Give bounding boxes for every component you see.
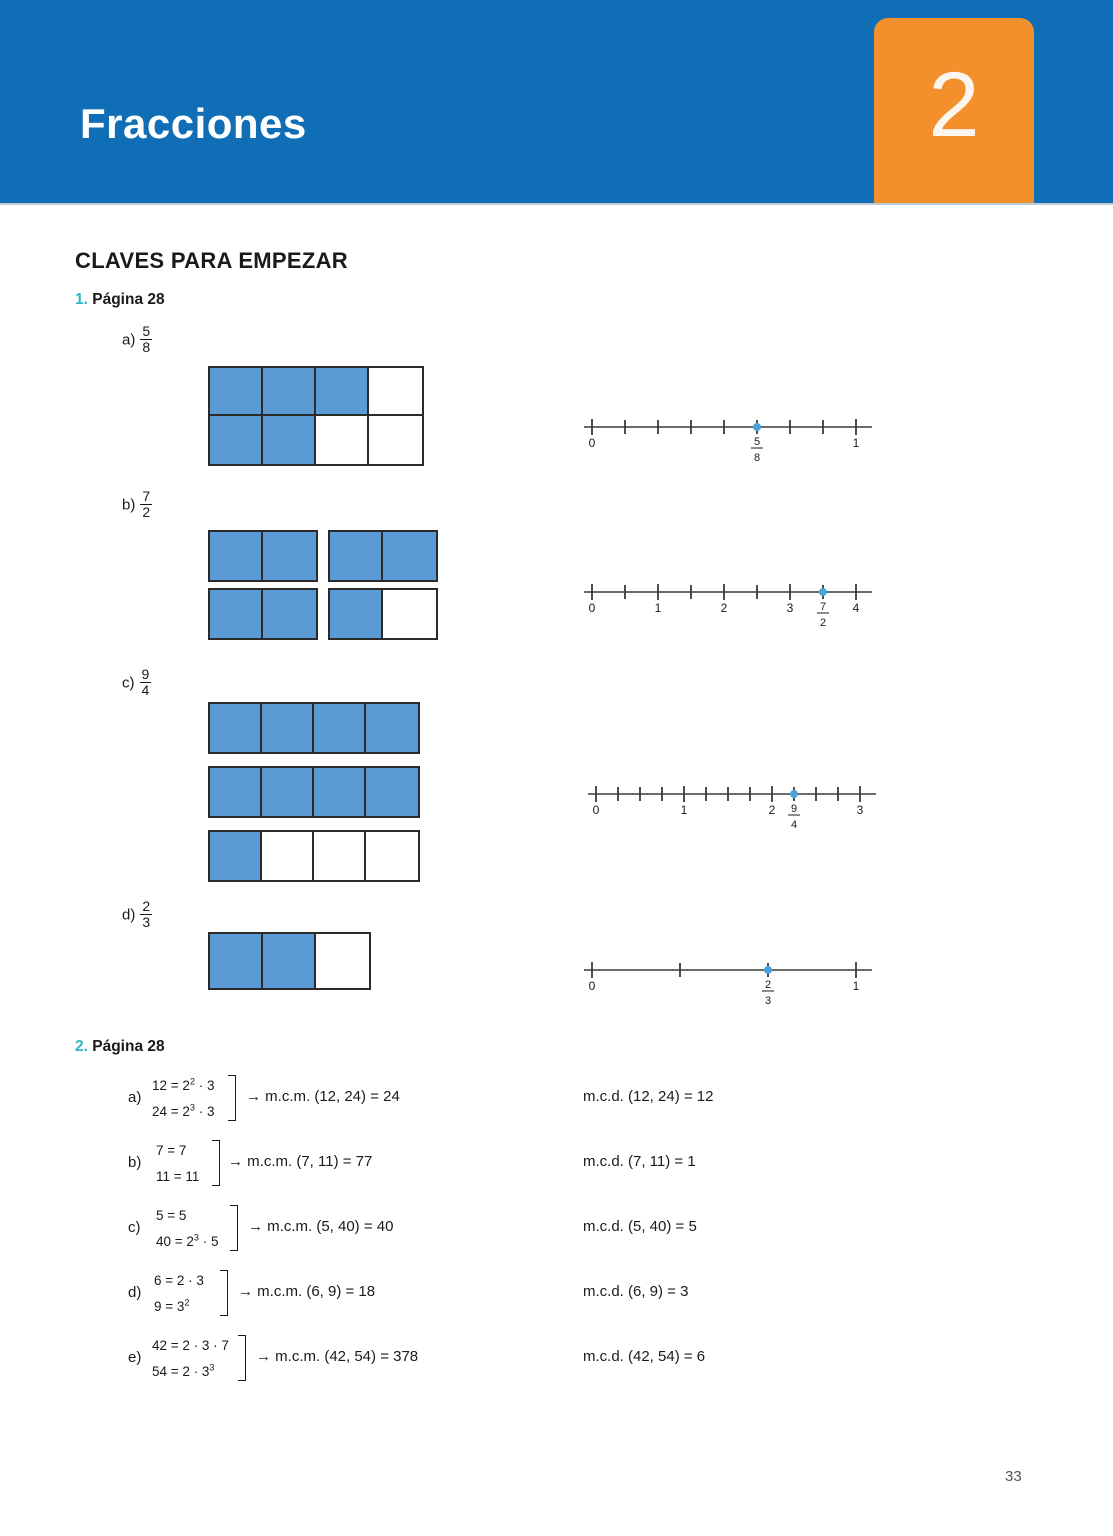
number-line-a	[578, 405, 878, 467]
grid-cell	[314, 768, 366, 816]
grid-cell	[316, 934, 369, 988]
item-letter: d)	[128, 1284, 142, 1301]
fraction-grid-c-row-3	[208, 830, 420, 882]
grid-cell	[210, 416, 263, 464]
unit-block	[208, 530, 318, 582]
exercise-2-item-d	[128, 1268, 978, 1318]
grid-cell	[369, 368, 422, 416]
item-a-fraction: $\frac{5}{8}$	[142, 323, 151, 356]
block-gap	[318, 530, 328, 582]
factorization-line: 5 = 5	[156, 1208, 187, 1223]
item-b-label	[122, 490, 152, 521]
svg-text:1: 1	[852, 979, 860, 993]
fraction-grid-d-row-1	[208, 932, 371, 990]
grid-cell	[210, 368, 263, 416]
brace-bracket	[238, 1335, 246, 1381]
item-letter: a)	[128, 1089, 142, 1106]
item-letter: e)	[128, 1349, 142, 1366]
svg-text:4: 4	[790, 819, 798, 831]
svg-text:9: 9	[790, 803, 798, 815]
block-gap	[318, 588, 328, 640]
svg-text:0: 0	[588, 436, 596, 450]
exercise-2-item-c	[128, 1203, 978, 1253]
grid-cell	[316, 368, 369, 416]
unit-tab	[874, 18, 1034, 203]
grid-cell	[314, 832, 366, 880]
svg-text:4: 4	[852, 601, 860, 615]
exercise-1-heading	[75, 291, 165, 309]
factorization-block	[152, 1333, 229, 1384]
item-a-letter: a)	[122, 331, 136, 349]
exercise-2-label: Página 28	[92, 1038, 165, 1055]
grid-cell	[330, 590, 383, 638]
exercise-2-item-a	[128, 1073, 978, 1123]
item-letter: b)	[128, 1154, 142, 1171]
mcm-result: → m.c.m. (5, 40) = 40	[248, 1218, 394, 1235]
grid-cell	[263, 532, 316, 580]
grid-cell	[263, 590, 316, 638]
svg-text:8: 8	[753, 452, 761, 464]
number-line-d	[578, 948, 878, 1010]
mcm-result: → m.c.m. (6, 9) = 18	[238, 1283, 376, 1300]
exercise-2-item-e	[128, 1333, 978, 1383]
unit-block	[328, 530, 438, 582]
grid-cell	[210, 590, 263, 638]
brace-bracket	[228, 1075, 236, 1121]
mcd-result: m.c.d. (5, 40) = 5	[583, 1218, 697, 1235]
svg-text:7: 7	[819, 601, 827, 613]
svg-text:1: 1	[680, 803, 688, 817]
unit-block	[328, 588, 438, 640]
mcm-result: → m.c.m. (12, 24) = 24	[246, 1088, 400, 1105]
unit-block	[208, 588, 318, 640]
svg-text:3: 3	[786, 601, 794, 615]
svg-text:5: 5	[753, 436, 761, 448]
grid-cell	[262, 768, 314, 816]
grid-cell	[262, 832, 314, 880]
page-number: 33	[1005, 1468, 1022, 1485]
svg-text:2: 2	[819, 617, 827, 629]
grid-cell	[383, 590, 436, 638]
brace-bracket	[212, 1140, 220, 1186]
brace-bracket	[220, 1270, 228, 1316]
grid-cell	[210, 832, 262, 880]
factorization-line: $9 = 3^2$	[154, 1297, 190, 1314]
grid-cell	[210, 532, 263, 580]
exercise-2-number: 2.	[75, 1038, 88, 1055]
factorization-line: $12 = 2^2 \cdot 3$	[152, 1076, 215, 1093]
grid-cell	[366, 704, 418, 752]
factorization-line: $54 = 2 \cdot 3^3$	[152, 1362, 215, 1379]
factorization-line: $24 = 2^3 \cdot 3$	[152, 1102, 215, 1119]
fraction-grid-b-row-2	[208, 588, 438, 640]
grid-cell	[330, 532, 383, 580]
grid-cell	[263, 416, 316, 464]
svg-text:0: 0	[588, 979, 596, 993]
svg-text:0: 0	[588, 601, 596, 615]
factorization-line: $40 = 2^3 \cdot 5$	[156, 1232, 219, 1249]
grid-cell	[263, 934, 316, 988]
factorization-block	[156, 1203, 219, 1254]
factorization-line: 7 = 7	[156, 1143, 187, 1158]
item-a-label	[122, 325, 152, 356]
factorization-block	[154, 1268, 204, 1319]
factorization-line: 6 = 2 · 3	[154, 1273, 204, 1288]
exercise-1-number: 1.	[75, 291, 88, 308]
svg-text:1: 1	[654, 601, 662, 615]
factorization-line: 11 = 11	[156, 1168, 200, 1184]
svg-text:2: 2	[720, 601, 728, 615]
unit-number: 2	[928, 53, 980, 156]
item-b-fraction: $\frac{7}{2}$	[142, 488, 151, 521]
mcd-result: m.c.d. (6, 9) = 3	[583, 1283, 689, 1300]
grid-cell	[369, 416, 422, 464]
section-heading: CLAVES PARA EMPEZAR	[75, 248, 348, 273]
item-d-letter: d)	[122, 906, 136, 924]
svg-text:3: 3	[856, 803, 864, 817]
item-c-fraction: $\frac{9}{4}$	[141, 666, 150, 699]
header-divider	[0, 203, 1113, 205]
exercise-2-item-b	[128, 1138, 978, 1188]
number-line-b	[578, 570, 878, 632]
grid-cell	[210, 768, 262, 816]
number-line-c	[582, 772, 882, 834]
mcd-result: m.c.d. (7, 11) = 1	[583, 1153, 696, 1170]
fraction-grid-a-row-2	[208, 414, 424, 466]
grid-cell	[263, 368, 316, 416]
fraction-grid-a-row-1	[208, 366, 424, 418]
exercise-2-heading	[75, 1038, 165, 1056]
mcd-result: m.c.d. (12, 24) = 12	[583, 1088, 714, 1105]
grid-cell	[316, 416, 369, 464]
grid-cell	[366, 768, 418, 816]
fraction-grid-b-row-1	[208, 530, 438, 582]
exercise-1-label: Página 28	[92, 291, 165, 308]
fraction-grid-c-row-1	[208, 702, 420, 754]
grid-cell	[262, 704, 314, 752]
factorization-block	[152, 1073, 215, 1124]
svg-text:2: 2	[768, 803, 776, 817]
mcm-result: → m.c.m. (7, 11) = 77	[228, 1153, 373, 1170]
svg-text:1: 1	[852, 436, 860, 450]
mcd-result: m.c.d. (42, 54) = 6	[583, 1348, 706, 1365]
svg-text:3: 3	[764, 995, 772, 1007]
item-c-label	[122, 668, 151, 699]
grid-cell	[210, 704, 262, 752]
grid-cell	[366, 832, 418, 880]
factorization-block	[156, 1138, 199, 1189]
grid-cell	[314, 704, 366, 752]
grid-cell	[210, 934, 263, 988]
grid-cell	[383, 532, 436, 580]
page-title: Fracciones	[80, 100, 307, 147]
item-b-letter: b)	[122, 496, 136, 514]
factorization-line: 42 = 2 · 3 · 7	[152, 1338, 229, 1353]
svg-text:0: 0	[592, 803, 600, 817]
item-d-label	[122, 900, 152, 931]
mcm-result: → m.c.m. (42, 54) = 378	[256, 1348, 419, 1365]
brace-bracket	[230, 1205, 238, 1251]
item-c-letter: c)	[122, 674, 135, 692]
item-letter: c)	[128, 1219, 141, 1236]
svg-text:2: 2	[764, 979, 772, 991]
item-d-fraction: $\frac{2}{3}$	[142, 898, 151, 931]
fraction-grid-c-row-2	[208, 766, 420, 818]
